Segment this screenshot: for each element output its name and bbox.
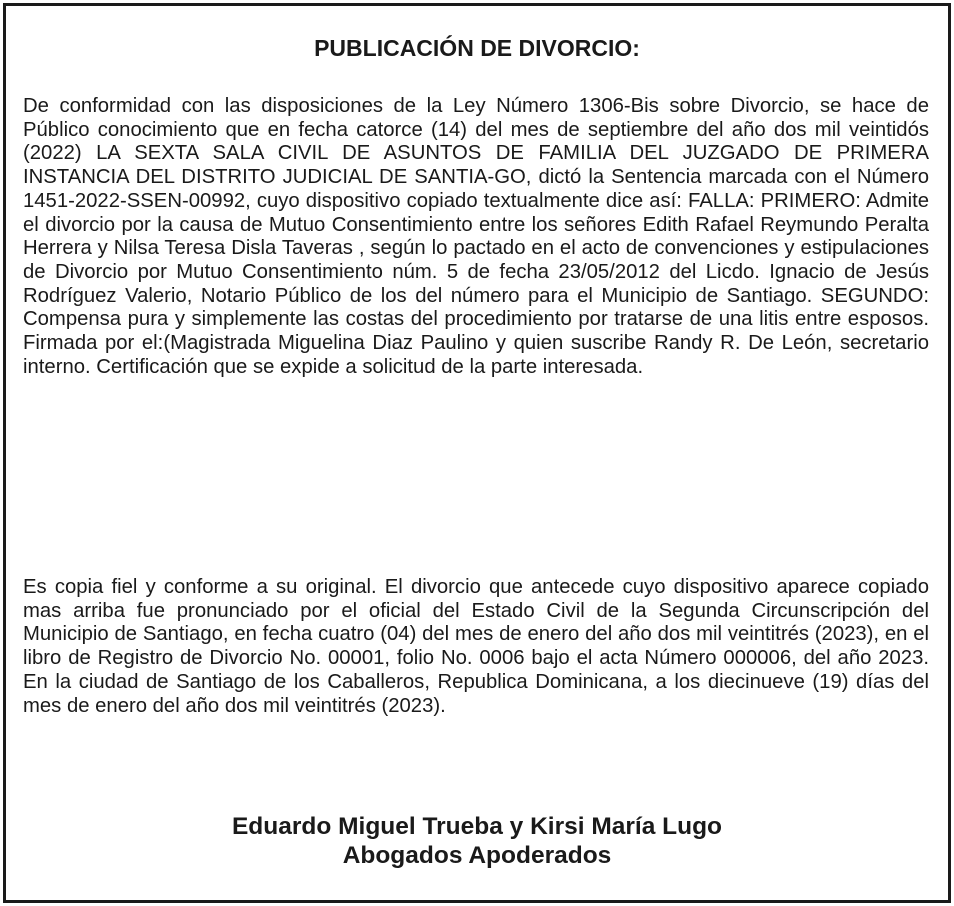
notice-paragraph-ruling: De conformidad con las disposiciones de la Ley Número 1306-Bis sobre Divorcio, se hace de Público conocimiento que en fecha catorce (14) del mes de septiembre del año dos mil veintidós (2022) LA SEXTA SALA CIVIL DE ASUNTOS DE FAMILIA DEL JUZGADO DE PRIMERA INSTANCIA DEL DISTRITO JUDICIAL DE SANTIA-GO, dictó la Sentencia marcada con el Número 1451-2022-SSEN-00992, cuyo dispositivo copiado textualmente dice así: FALLA: PRIMERO: Admite el divorcio por la causa de Mutuo Consentimiento entre los señores Edith Rafael Reymundo Peralta Herrera y Nilsa Teresa Disla Taveras , según lo pactado en el acto de convenciones y estipulaciones de Divorcio por Mutuo Consentimiento núm. 5 de fecha 23/05/2012 del Licdo. Ignacio de Jesús Rodríguez Valerio, Notario Público de los del número para el Municipio de Santiago. SEGUNDO: Compensa pura y simplemente las costas del procedimiento por tratarse de una litis entre esposos. Firmada por el:(Magistrada Miguelina Diaz Paulino y quien suscribe Randy R. De León, secretario interno. Certificación que se expide a solicitud de la parte interesada. [23, 95, 929, 378]
divorce-notice [3, 3, 951, 903]
signature-names: Eduardo Miguel Trueba y Kirsi María Lugo [231, 813, 723, 840]
signature-role: Abogados Apoderados [342, 842, 612, 869]
signature-block [6, 812, 948, 870]
notice-title: PUBLICACIÓN DE DIVORCIO: [314, 35, 640, 61]
notice-paragraph-registration: Es copia fiel y conforme a su original. El divorcio que antecede cuyo dispositivo aparece copiado mas arriba fue pronunciado por el oficial del Estado Civil de la Segunda Circunscripción del Municipio de Santiago, en fecha cuatro (04) del mes de enero del año dos mil veintitrés (2023), en el libro de Registro de Divorcio No. 00001, folio No. 0006 bajo el acta Número 000006, del año 2023. En la ciudad de Santiago de los Caballeros, Republica Dominicana, a los diecinueve (19) días del mes de enero del año dos mil veintitrés (2023). [23, 576, 929, 717]
